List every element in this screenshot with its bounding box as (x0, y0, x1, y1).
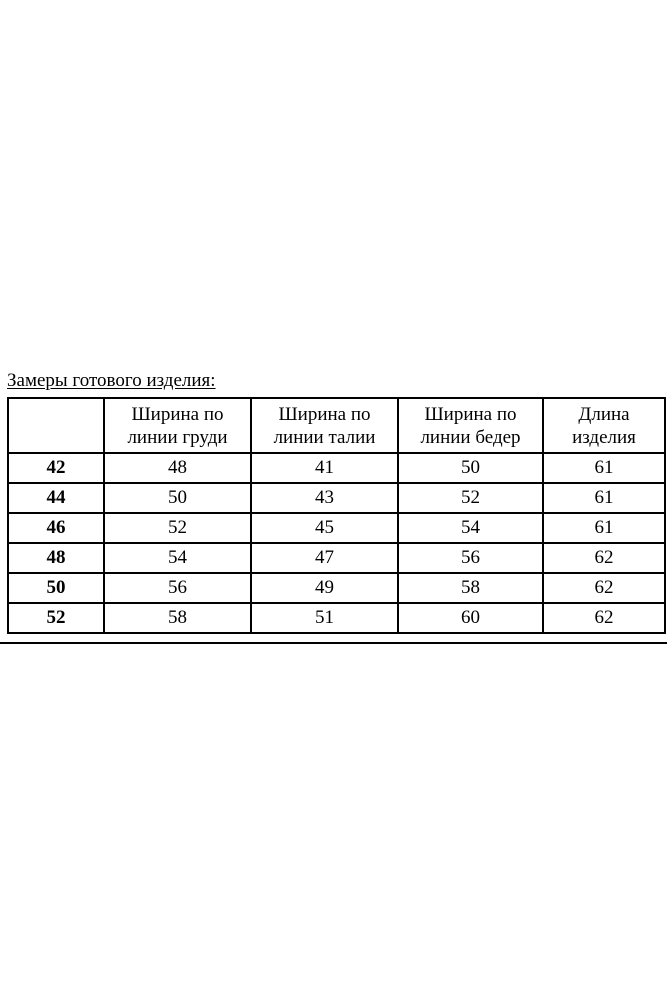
chest-cell: 58 (104, 603, 251, 633)
waist-cell: 45 (251, 513, 398, 543)
header-row (8, 398, 665, 453)
table-row (8, 573, 665, 603)
length-cell: 62 (543, 603, 665, 633)
hip-cell: 56 (398, 543, 543, 573)
length-cell: 61 (543, 483, 665, 513)
waist-cell: 41 (251, 453, 398, 483)
waist-cell: 47 (251, 543, 398, 573)
length-cell: 62 (543, 543, 665, 573)
hip-cell: 50 (398, 453, 543, 483)
header-size (8, 398, 104, 453)
size-cell: 46 (8, 513, 104, 543)
chest-cell: 50 (104, 483, 251, 513)
header-length (543, 398, 665, 453)
waist-cell: 49 (251, 573, 398, 603)
bottom-divider-line (0, 642, 667, 644)
waist-cell: 51 (251, 603, 398, 633)
header-line: изделия (572, 426, 636, 448)
header-chest-width (104, 398, 251, 453)
table-row (8, 603, 665, 633)
hip-cell: 58 (398, 573, 543, 603)
table-row (8, 483, 665, 513)
hip-cell: 52 (398, 483, 543, 513)
header-hip-width (398, 398, 543, 453)
header-line: Ширина по (278, 403, 371, 425)
chest-cell: 56 (104, 573, 251, 603)
chest-cell: 48 (104, 453, 251, 483)
size-cell: 50 (8, 573, 104, 603)
header-line: Ширина по (131, 403, 224, 425)
size-cell: 48 (8, 543, 104, 573)
table-row (8, 543, 665, 573)
size-cell: 44 (8, 483, 104, 513)
header-line: Ширина по (424, 403, 517, 425)
table-row (8, 513, 665, 543)
waist-cell: 43 (251, 483, 398, 513)
size-cell: 52 (8, 603, 104, 633)
header-waist-width (251, 398, 398, 453)
header-line: линии бедер (420, 426, 521, 448)
size-cell: 42 (8, 453, 104, 483)
header-line: Длина (578, 403, 630, 425)
hip-cell: 54 (398, 513, 543, 543)
header-line: линии талии (273, 426, 376, 448)
table-row (8, 453, 665, 483)
length-cell: 62 (543, 573, 665, 603)
length-cell: 61 (543, 513, 665, 543)
chest-cell: 52 (104, 513, 251, 543)
chest-cell: 54 (104, 543, 251, 573)
table-caption: Замеры готового изделия: (7, 370, 216, 391)
header-line: линии груди (127, 426, 228, 448)
length-cell: 61 (543, 453, 665, 483)
hip-cell: 60 (398, 603, 543, 633)
size-chart-table (7, 397, 666, 634)
